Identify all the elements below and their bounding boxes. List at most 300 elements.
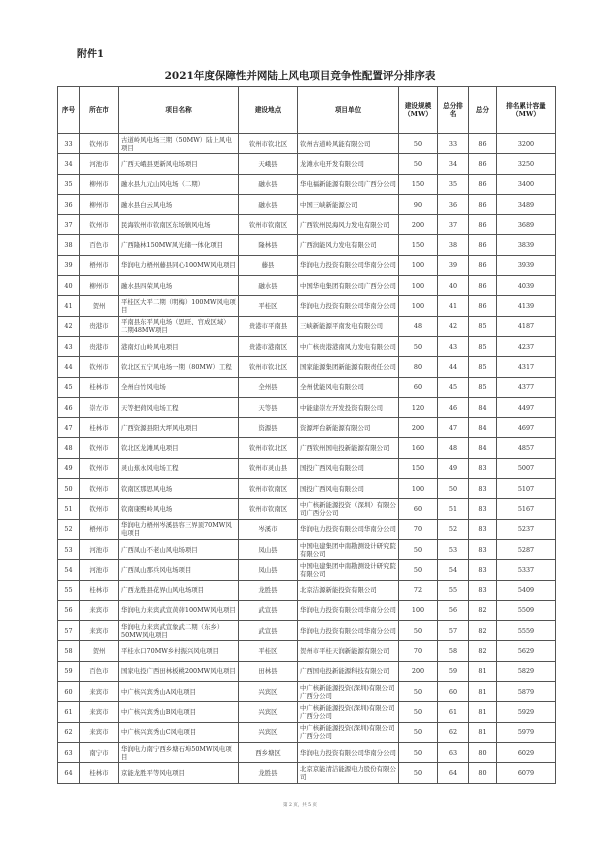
cell-rank: 34 (438, 154, 469, 174)
cell-rank: 37 (438, 215, 469, 235)
cell-city: 钦州市 (80, 479, 119, 499)
cell-company: 中能建崇左开发投资有限公司 (298, 397, 399, 417)
table-row (58, 580, 556, 600)
cell-company: 华润电力投资有限公司华南分公司 (298, 742, 399, 762)
cell-project-name: 广西凤山那兵风电场项目 (119, 560, 239, 580)
cell-capacity: 50 (399, 154, 438, 174)
table-row (58, 702, 556, 722)
cell-capacity: 200 (399, 215, 438, 235)
cell-project-name: 华润电力南宁西乡塘石埠50MW风电项目 (119, 742, 239, 762)
cell-index: 40 (58, 276, 80, 296)
cell-city: 桂林市 (80, 377, 119, 397)
cell-score: 86 (469, 154, 497, 174)
cell-location: 钦州市灵山县 (239, 458, 298, 478)
cell-cumulative: 5167 (497, 499, 556, 519)
cell-capacity: 60 (399, 499, 438, 519)
cell-company: 中广核新能源投资(深圳)有限公司广西分公司 (298, 682, 399, 702)
cell-rank: 64 (438, 763, 469, 783)
cell-company: 中国电建集团中南勘测设计研究院有限公司 (298, 560, 399, 580)
cell-city: 来宾市 (80, 600, 119, 620)
cell-rank: 53 (438, 539, 469, 559)
cell-capacity: 100 (399, 479, 438, 499)
table-row (58, 560, 556, 580)
cell-city: 崇左市 (80, 397, 119, 417)
cell-index: 33 (58, 134, 80, 154)
cell-project-name: 钦北区五宁风电场一期（80MW）工程 (119, 357, 239, 377)
table-row (58, 357, 556, 377)
cell-index: 64 (58, 763, 80, 783)
cell-index: 45 (58, 377, 80, 397)
cell-location: 钦州市钦南区 (239, 479, 298, 499)
cell-company: 广西钦州民海风力发电有限公司 (298, 215, 399, 235)
cell-capacity: 200 (399, 661, 438, 681)
table-row (58, 418, 556, 438)
header-city: 所在市 (80, 87, 119, 134)
table-row (58, 661, 556, 681)
cell-company: 华润电力投资有限公司华南分公司 (298, 600, 399, 620)
table-row (58, 763, 556, 783)
cell-capacity: 90 (399, 194, 438, 214)
cell-score: 80 (469, 763, 497, 783)
table-row (58, 336, 556, 356)
cell-score: 83 (469, 560, 497, 580)
cell-location: 钦州市钦北区 (239, 357, 298, 377)
cell-project-name: 平桂区大平二期（明梅）100MW风电项目 (119, 296, 239, 316)
cell-rank: 42 (438, 316, 469, 336)
table-row (58, 499, 556, 519)
cell-rank: 51 (438, 499, 469, 519)
cell-location: 贵港市港南区 (239, 336, 298, 356)
cell-project-name: 国家电投广西田林板桃200MW风电项目 (119, 661, 239, 681)
cell-capacity: 100 (399, 276, 438, 296)
header-capacity: 建设规模（MW） (399, 87, 438, 134)
cell-score: 86 (469, 194, 497, 214)
cell-capacity: 50 (399, 134, 438, 154)
table-header-row (58, 87, 556, 134)
cell-capacity: 100 (399, 255, 438, 275)
cell-project-name: 广西天峨县更新风电场项目 (119, 154, 239, 174)
cell-cumulative: 6079 (497, 763, 556, 783)
cell-cumulative: 5107 (497, 479, 556, 499)
document-title: 2021年度保障性并网陆上风电项目竞争性配置评分排序表 (164, 70, 436, 82)
cell-project-name: 融水县九元山风电场（二期） (119, 174, 239, 194)
cell-score: 81 (469, 682, 497, 702)
cell-company: 华润电力投资有限公司华南分公司 (298, 621, 399, 641)
cell-cumulative: 3689 (497, 215, 556, 235)
cell-project-name: 港南灯山岭风电项目 (119, 336, 239, 356)
cell-index: 43 (58, 336, 80, 356)
cell-company: 国投广西风电有限公司 (298, 458, 399, 478)
cell-capacity: 50 (399, 682, 438, 702)
cell-project-name: 钦南康熙岭风电场 (119, 499, 239, 519)
table-row (58, 255, 556, 275)
cell-cumulative: 5929 (497, 702, 556, 722)
cell-score: 80 (469, 742, 497, 762)
cell-project-name: 天等把荷风电场工程 (119, 397, 239, 417)
cell-cumulative: 4039 (497, 276, 556, 296)
cell-score: 86 (469, 255, 497, 275)
cell-index: 57 (58, 621, 80, 641)
cell-score: 86 (469, 215, 497, 235)
cell-project-name: 全州白竹风电场 (119, 377, 239, 397)
cell-capacity: 70 (399, 519, 438, 539)
cell-location: 武宣县 (239, 600, 298, 620)
table-row (58, 458, 556, 478)
cell-index: 60 (58, 682, 80, 702)
cell-location: 平桂区 (239, 296, 298, 316)
cell-city: 百色市 (80, 235, 119, 255)
cell-project-name: 广西隆林150MW风光储一体化项目 (119, 235, 239, 255)
cell-score: 81 (469, 702, 497, 722)
cell-index: 35 (58, 174, 80, 194)
cell-location: 藤县 (239, 255, 298, 275)
cell-index: 54 (58, 560, 80, 580)
cell-rank: 55 (438, 580, 469, 600)
cell-location: 钦州市钦南区 (239, 499, 298, 519)
table-row (58, 438, 556, 458)
cell-company: 中国华电集团有限公司广西分公司 (298, 276, 399, 296)
cell-location: 武宣县 (239, 621, 298, 641)
cell-capacity: 120 (399, 397, 438, 417)
cell-project-name: 广西资源县阳大坪风电项目 (119, 418, 239, 438)
cell-score: 84 (469, 397, 497, 417)
header-score: 总分 (469, 87, 497, 134)
cell-project-name: 中广核兴宾秀山C风电项目 (119, 722, 239, 742)
table-row (58, 215, 556, 235)
cell-cumulative: 4697 (497, 418, 556, 438)
cell-score: 86 (469, 276, 497, 296)
cell-city: 钦州市 (80, 499, 119, 519)
cell-location: 资源县 (239, 418, 298, 438)
cell-score: 85 (469, 316, 497, 336)
cell-cumulative: 5629 (497, 641, 556, 661)
cell-location: 融水县 (239, 194, 298, 214)
cell-project-name: 广西凤山不老山风电场项目 (119, 539, 239, 559)
cell-location: 岑溪市 (239, 519, 298, 539)
cell-city: 来宾市 (80, 621, 119, 641)
cell-project-name: 灵山蕉永风电场工程 (119, 458, 239, 478)
cell-index: 50 (58, 479, 80, 499)
cell-city: 钦州市 (80, 357, 119, 377)
cell-cumulative: 5287 (497, 539, 556, 559)
ranking-table (57, 86, 556, 784)
cell-rank: 33 (438, 134, 469, 154)
table-row (58, 296, 556, 316)
header-cumulative: 排名累计容量（MW） (497, 87, 556, 134)
table-row (58, 621, 556, 641)
cell-location: 兴宾区 (239, 722, 298, 742)
cell-index: 59 (58, 661, 80, 681)
cell-capacity: 50 (399, 539, 438, 559)
cell-city: 钦州市 (80, 438, 119, 458)
cell-capacity: 80 (399, 357, 438, 377)
cell-project-name: 平南县东平风电场（思旺、官成区域）二期48MW项目 (119, 316, 239, 336)
table-row (58, 641, 556, 661)
cell-rank: 44 (438, 357, 469, 377)
cell-location: 融水县 (239, 276, 298, 296)
cell-rank: 35 (438, 174, 469, 194)
cell-city: 百色市 (80, 661, 119, 681)
cell-capacity: 160 (399, 438, 438, 458)
cell-cumulative: 5509 (497, 600, 556, 620)
cell-capacity: 50 (399, 722, 438, 742)
cell-location: 天等县 (239, 397, 298, 417)
cell-city: 南宁市 (80, 742, 119, 762)
cell-company: 中国三峡新能源公司 (298, 194, 399, 214)
cell-cumulative: 3400 (497, 174, 556, 194)
cell-index: 53 (58, 539, 80, 559)
cell-score: 82 (469, 600, 497, 620)
cell-capacity: 150 (399, 458, 438, 478)
cell-project-name: 古道岭风电场三期（50MW）陆上风电项目 (119, 134, 239, 154)
cell-rank: 49 (438, 458, 469, 478)
cell-cumulative: 5409 (497, 580, 556, 600)
cell-cumulative: 4377 (497, 377, 556, 397)
cell-score: 86 (469, 134, 497, 154)
cell-index: 52 (58, 519, 80, 539)
cell-project-name: 融水县四荣风电场 (119, 276, 239, 296)
table-row (58, 722, 556, 742)
cell-cumulative: 5829 (497, 661, 556, 681)
cell-rank: 43 (438, 336, 469, 356)
cell-company: 中广核新能源投资(深圳)有限公司广西分公司 (298, 722, 399, 742)
cell-city: 桂林市 (80, 763, 119, 783)
cell-project-name: 华润电力梧州岑溪县容三界顶70MW风电项目 (119, 519, 239, 539)
table-row (58, 276, 556, 296)
cell-capacity: 50 (399, 742, 438, 762)
cell-capacity: 50 (399, 560, 438, 580)
cell-score: 83 (469, 458, 497, 478)
cell-capacity: 60 (399, 377, 438, 397)
cell-location: 凤山县 (239, 560, 298, 580)
cell-project-name: 京能龙胜平等风电项目 (119, 763, 239, 783)
cell-city: 贵港市 (80, 316, 119, 336)
cell-city: 贺州 (80, 641, 119, 661)
cell-company: 资源坪台新能源有限公司 (298, 418, 399, 438)
cell-cumulative: 5007 (497, 458, 556, 478)
cell-rank: 58 (438, 641, 469, 661)
cell-cumulative: 4237 (497, 336, 556, 356)
cell-index: 41 (58, 296, 80, 316)
cell-city: 钦州市 (80, 134, 119, 154)
table-row (58, 377, 556, 397)
cell-index: 44 (58, 357, 80, 377)
cell-company: 中广核新能源投资（深圳）有限公司广西分公司 (298, 499, 399, 519)
cell-city: 河池市 (80, 560, 119, 580)
cell-city: 柳州市 (80, 276, 119, 296)
cell-capacity: 50 (399, 336, 438, 356)
cell-capacity: 150 (399, 174, 438, 194)
cell-city: 钦州市 (80, 458, 119, 478)
cell-capacity: 72 (399, 580, 438, 600)
cell-city: 河池市 (80, 154, 119, 174)
cell-location: 融水县 (239, 174, 298, 194)
cell-company: 全州优能风电有限公司 (298, 377, 399, 397)
cell-location: 凤山县 (239, 539, 298, 559)
cell-rank: 46 (438, 397, 469, 417)
cell-cumulative: 3200 (497, 134, 556, 154)
cell-city: 贵港市 (80, 336, 119, 356)
cell-capacity: 200 (399, 418, 438, 438)
cell-location: 兴宾区 (239, 702, 298, 722)
header-location: 建设地点 (239, 87, 298, 134)
cell-rank: 47 (438, 418, 469, 438)
table-row (58, 519, 556, 539)
cell-company: 北京京能清洁能源电力股份有限公司 (298, 763, 399, 783)
cell-location: 兴宾区 (239, 682, 298, 702)
cell-location: 龙胜县 (239, 580, 298, 600)
cell-location: 龙胜县 (239, 763, 298, 783)
cell-index: 61 (58, 702, 80, 722)
cell-index: 56 (58, 600, 80, 620)
cell-city: 河池市 (80, 539, 119, 559)
cell-cumulative: 5337 (497, 560, 556, 580)
cell-location: 田林县 (239, 661, 298, 681)
cell-score: 82 (469, 641, 497, 661)
cell-capacity: 48 (399, 316, 438, 336)
cell-capacity: 70 (399, 641, 438, 661)
cell-project-name: 广西龙胜县花界山风电场项目 (119, 580, 239, 600)
cell-score: 86 (469, 235, 497, 255)
cell-cumulative: 5879 (497, 682, 556, 702)
cell-score: 84 (469, 418, 497, 438)
cell-score: 83 (469, 499, 497, 519)
cell-company: 国投广西风电有限公司 (298, 479, 399, 499)
cell-project-name: 民海钦州市钦南区东场镇风电场 (119, 215, 239, 235)
cell-location: 西乡塘区 (239, 742, 298, 762)
cell-rank: 40 (438, 276, 469, 296)
cell-capacity: 150 (399, 235, 438, 255)
table-row (58, 600, 556, 620)
cell-company: 龙滩水电开发有限公司 (298, 154, 399, 174)
cell-index: 38 (58, 235, 80, 255)
cell-company: 广西国电投新能源科技有限公司 (298, 661, 399, 681)
cell-company: 华电福新能源有限公司广西分公司 (298, 174, 399, 194)
cell-company: 国家能源集团新能源有限责任公司 (298, 357, 399, 377)
cell-score: 81 (469, 722, 497, 742)
cell-location: 隆林县 (239, 235, 298, 255)
table-row (58, 134, 556, 154)
cell-index: 46 (58, 397, 80, 417)
cell-score: 85 (469, 357, 497, 377)
cell-index: 48 (58, 438, 80, 458)
cell-index: 63 (58, 742, 80, 762)
cell-city: 柳州市 (80, 174, 119, 194)
cell-city: 梧州市 (80, 255, 119, 275)
cell-cumulative: 5979 (497, 722, 556, 742)
cell-project-name: 钦北区龙滩风电项目 (119, 438, 239, 458)
cell-score: 86 (469, 174, 497, 194)
table-row (58, 742, 556, 762)
cell-project-name: 融水县白云风电场 (119, 194, 239, 214)
cell-cumulative: 5559 (497, 621, 556, 641)
cell-score: 83 (469, 519, 497, 539)
cell-score: 83 (469, 479, 497, 499)
header-index: 序号 (58, 87, 80, 134)
cell-location: 钦州市钦北区 (239, 438, 298, 458)
cell-rank: 62 (438, 722, 469, 742)
cell-cumulative: 3250 (497, 154, 556, 174)
cell-index: 47 (58, 418, 80, 438)
cell-score: 85 (469, 336, 497, 356)
cell-cumulative: 6029 (497, 742, 556, 762)
cell-index: 58 (58, 641, 80, 661)
cell-capacity: 50 (399, 702, 438, 722)
cell-index: 49 (58, 458, 80, 478)
cell-company: 中广核新能源投资(深圳)有限公司广西分公司 (298, 702, 399, 722)
table-row (58, 235, 556, 255)
cell-cumulative: 3939 (497, 255, 556, 275)
cell-index: 37 (58, 215, 80, 235)
cell-index: 36 (58, 194, 80, 214)
cell-location: 钦州市钦南区 (239, 215, 298, 235)
cell-city: 来宾市 (80, 722, 119, 742)
cell-project-name: 平桂水口70MW乡村振兴风电项目 (119, 641, 239, 661)
table-row (58, 479, 556, 499)
cell-company: 中广核贵港港南风力发电有限公司 (298, 336, 399, 356)
cell-cumulative: 5237 (497, 519, 556, 539)
header-project-name: 项目名称 (119, 87, 239, 134)
cell-rank: 45 (438, 377, 469, 397)
cell-company: 中国电建集团中南勘测设计研究院有限公司 (298, 539, 399, 559)
cell-city: 桂林市 (80, 580, 119, 600)
cell-location: 全州县 (239, 377, 298, 397)
cell-cumulative: 4317 (497, 357, 556, 377)
cell-company: 三峡新能源平南发电有限公司 (298, 316, 399, 336)
table-row (58, 397, 556, 417)
cell-index: 62 (58, 722, 80, 742)
cell-cumulative: 4497 (497, 397, 556, 417)
table-row (58, 194, 556, 214)
cell-cumulative: 4139 (497, 296, 556, 316)
cell-index: 42 (58, 316, 80, 336)
cell-cumulative: 4187 (497, 316, 556, 336)
cell-score: 84 (469, 438, 497, 458)
cell-capacity: 50 (399, 763, 438, 783)
cell-rank: 38 (438, 235, 469, 255)
cell-project-name: 华润电力来宾武宣象武二期（东乡）50MW风电项目 (119, 621, 239, 641)
cell-location: 贵港市平南县 (239, 316, 298, 336)
cell-rank: 56 (438, 600, 469, 620)
table-row (58, 539, 556, 559)
cell-city: 来宾市 (80, 702, 119, 722)
attachment-label: 附件1 (77, 49, 104, 60)
cell-project-name: 中广核兴宾秀山B风电项目 (119, 702, 239, 722)
cell-city: 桂林市 (80, 418, 119, 438)
cell-score: 82 (469, 621, 497, 641)
cell-city: 贺州 (80, 296, 119, 316)
cell-score: 86 (469, 296, 497, 316)
cell-cumulative: 4857 (497, 438, 556, 458)
cell-index: 39 (58, 255, 80, 275)
header-company: 项目单位 (298, 87, 399, 134)
cell-rank: 36 (438, 194, 469, 214)
cell-rank: 48 (438, 438, 469, 458)
cell-index: 55 (58, 580, 80, 600)
cell-rank: 63 (438, 742, 469, 762)
header-rank: 总分排名 (438, 87, 469, 134)
cell-company: 广西润能风力发电有限公司 (298, 235, 399, 255)
cell-city: 钦州市 (80, 215, 119, 235)
cell-rank: 50 (438, 479, 469, 499)
cell-company: 华润电力投资有限公司华南分公司 (298, 519, 399, 539)
cell-location: 钦州市钦北区 (239, 134, 298, 154)
cell-company: 贺州市平桂天润新能源有限公司 (298, 641, 399, 661)
cell-project-name: 华润电力来宾武宣黄茆100MW风电项目 (119, 600, 239, 620)
table-row (58, 682, 556, 702)
cell-cumulative: 3839 (497, 235, 556, 255)
table-row (58, 154, 556, 174)
